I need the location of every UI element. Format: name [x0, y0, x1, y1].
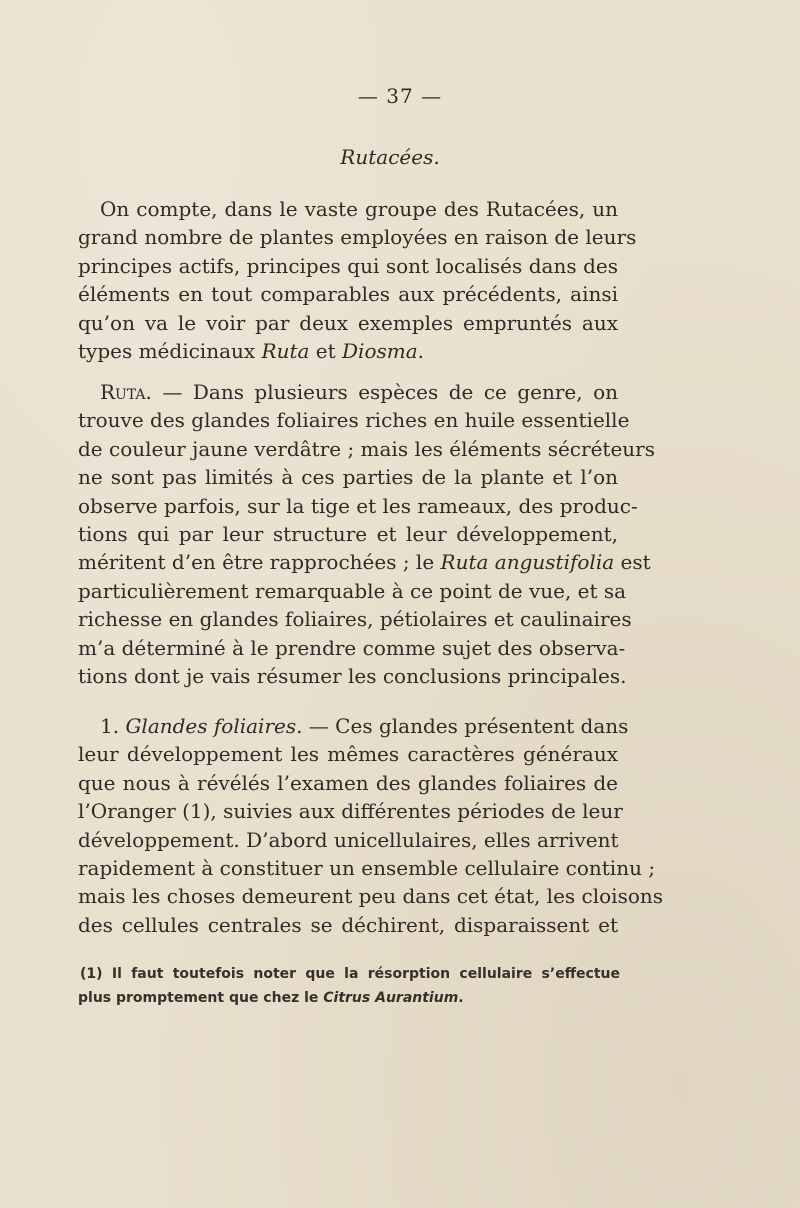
text-line: tions qui par leur structure et leur développement, [78, 522, 618, 547]
paragraph-glandes-foliaires [78, 712, 664, 939]
section-label-ruta: Ruta [100, 380, 146, 404]
genus-name-diosma: Diosma [342, 339, 418, 364]
text-line: des cellules centrales se déchirent, disparaissent et [78, 912, 618, 937]
text-line [78, 712, 629, 740]
species-name-ruta-angustifolia: Ruta angustifolia [440, 550, 615, 575]
subsection-title: Glandes foliaires. [125, 714, 303, 738]
text-line: développement. D’abord unicellulaires, elles arrivent [78, 827, 619, 852]
text-line: richesse en glandes foliaires, pétiolaires et caulinaires [78, 607, 632, 632]
paragraph-ruta [78, 378, 655, 690]
footnote-line: (1) Il faut toutefois noter que la résorption cellulaire s’effectue [80, 966, 620, 982]
text-line: principes actifs, principes qui sont localisés dans des [78, 253, 618, 278]
text-run: . [417, 339, 424, 364]
text-line: que nous à révélés l’examen des glandes foliaires de [78, 770, 618, 795]
item-number: 1. [100, 714, 126, 738]
text-run: est [614, 550, 651, 575]
footnote [78, 962, 620, 1010]
text-run: types médicinaux [78, 339, 262, 364]
text-run: plus promptement que chez le [78, 990, 324, 1006]
genus-name-ruta: Ruta [261, 339, 310, 364]
text-line: observe parfois, sur la tige et les rameaux, des produc- [78, 493, 638, 518]
text-line: grand nombre de plantes employées en raison de leurs [78, 225, 637, 250]
text-line: mais les choses demeurent peu dans cet état, les cloisons [78, 884, 664, 909]
text-line: qu’on va le voir par deux exemples empruntés aux [78, 310, 618, 335]
text-line: tions dont je vais résumer les conclusions principales. [78, 664, 627, 689]
footnote-line [78, 986, 620, 1010]
text-line [78, 378, 618, 406]
text-run: et [309, 339, 343, 364]
text-line: ne sont pas limités à ces parties de la plante et l’on [78, 465, 618, 490]
species-name-citrus-aurantium: Citrus Aurantium [323, 990, 459, 1006]
text-line: l’Oranger (1), suivies aux différentes périodes de leur [78, 799, 623, 824]
text-line: On compte, dans le vaste groupe des Rutacées, un [100, 197, 618, 221]
section-heading: Rutacées. [340, 145, 440, 169]
text-run: . [458, 990, 464, 1006]
text-run: méritent d’en être rapprochées ; le [78, 550, 441, 575]
text-line: rapidement à constituer un ensemble cellulaire continu ; [78, 856, 656, 881]
text-line: leur développement les mêmes caractères généraux [78, 742, 618, 767]
text-line: trouve des glandes foliaires riches en huile essentielle [78, 408, 630, 433]
text-line: m’a déterminé à le prendre comme sujet des observa- [78, 635, 626, 660]
page-number: — 37 — [357, 84, 443, 108]
text-line [78, 548, 651, 576]
paragraph-rutacees-intro [78, 195, 637, 365]
text-run: — Ces glandes présentent dans [302, 714, 629, 738]
text-run: . — Dans plusieurs espèces de ce genre, on [145, 380, 618, 404]
text-line: éléments en tout comparables aux précédents, ainsi [78, 282, 618, 307]
text-line: particulièrement remarquable à ce point de vue, et sa [78, 578, 627, 603]
text-line: de couleur jaune verdâtre ; mais les éléments sécréteurs [78, 436, 655, 461]
text-line [78, 337, 618, 365]
